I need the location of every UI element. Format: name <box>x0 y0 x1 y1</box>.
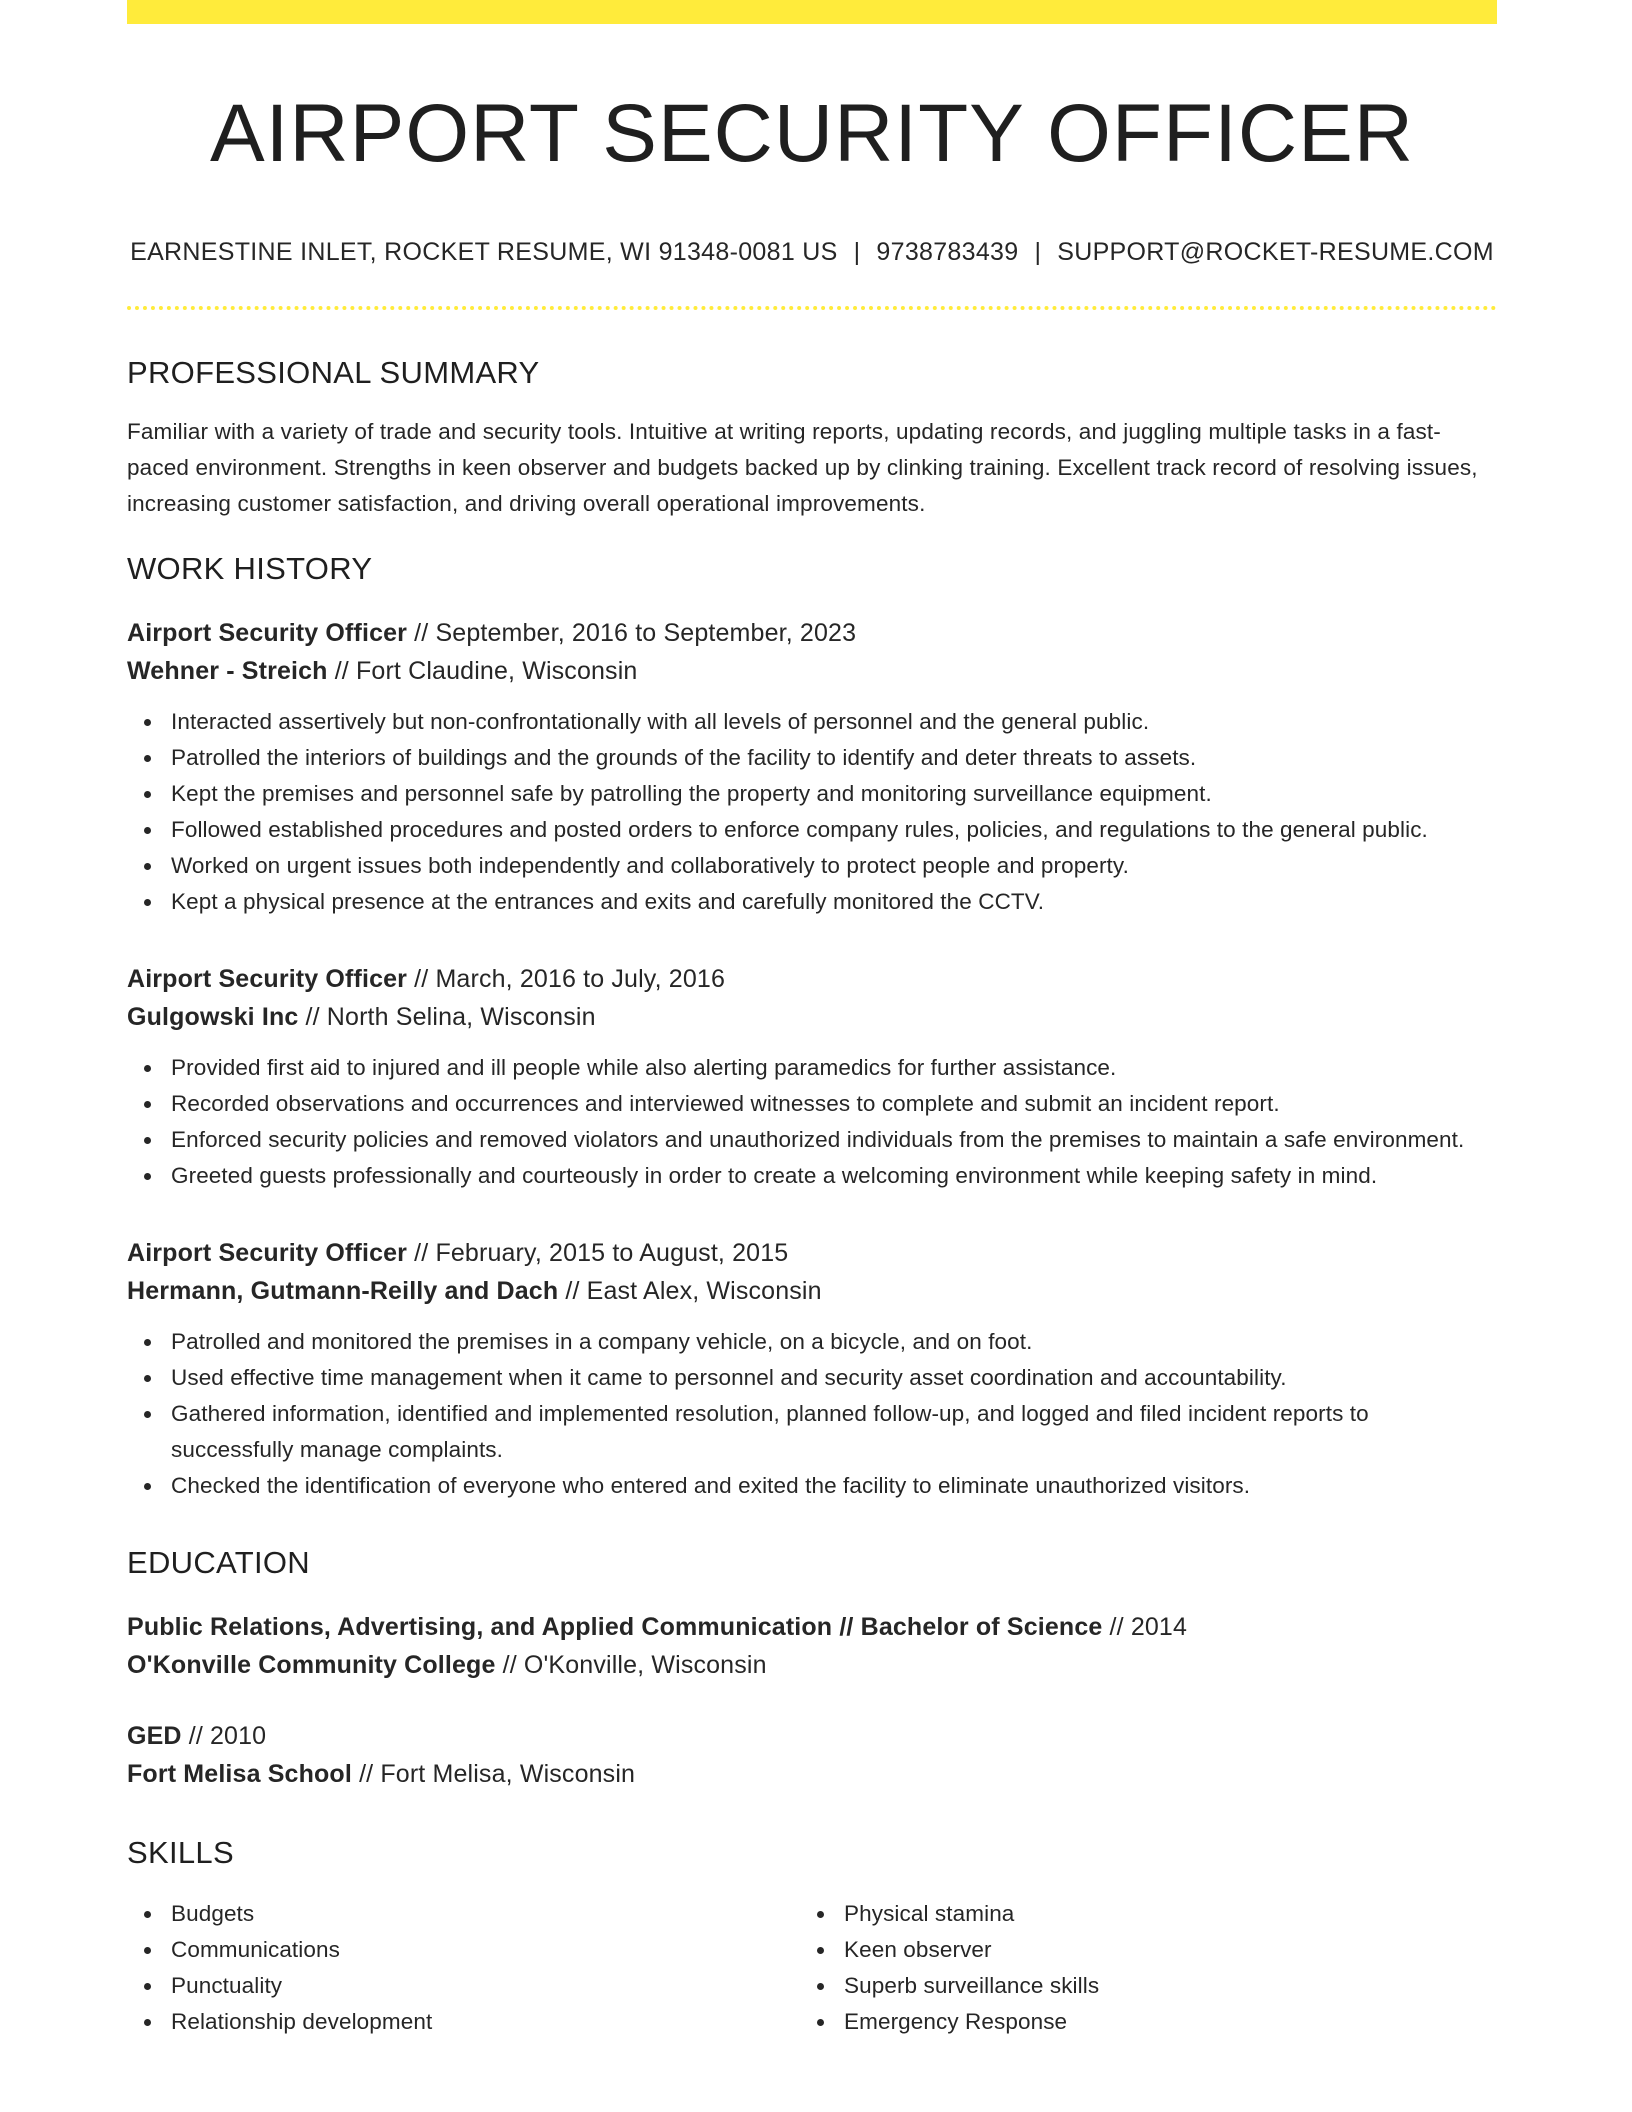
contact-address: EARNESTINE INLET, ROCKET RESUME, WI 91348-0081 US <box>130 238 838 266</box>
skill-item: Superb surveillance skills <box>800 1968 1473 2004</box>
job-dates: // March, 2016 to July, 2016 <box>407 965 726 993</box>
duty-item: Followed established procedures and posted orders to enforce company rules, policies, and regulations to the general public. <box>127 812 1497 848</box>
job-duties <box>127 1324 1497 1504</box>
skill-item: Keen observer <box>800 1932 1473 1968</box>
job-title-line <box>127 960 1497 998</box>
duty-item: Checked the identification of everyone who entered and exited the facility to eliminate unauthorized visitors. <box>127 1468 1497 1504</box>
dotted-divider <box>127 306 1497 310</box>
job-location: // Fort Claudine, Wisconsin <box>327 657 638 685</box>
job-role: Airport Security Officer <box>127 1239 408 1267</box>
contact-email: SUPPORT@ROCKET-RESUME.COM <box>1057 238 1494 266</box>
education-entry <box>127 1717 1497 1793</box>
contact-phone: 9738783439 <box>876 238 1019 266</box>
duty-item: Patrolled and monitored the premises in a company vehicle, on a bicycle, and on foot. <box>127 1324 1497 1360</box>
skill-item: Budgets <box>127 1896 800 1932</box>
contact-separator: | <box>1034 238 1042 266</box>
duty-item: Gathered information, identified and implemented resolution, planned follow-up, and logged and filed incident reports to successfully manage complaints. <box>127 1396 1497 1468</box>
work-history-list <box>127 614 1497 1504</box>
job-title-line <box>127 614 1497 652</box>
job-entry <box>127 1234 1497 1504</box>
degree-name: Public Relations, Advertising, and Applied Communication // Bachelor of Science <box>127 1613 1103 1641</box>
job-company: Hermann, Gutmann-Reilly and Dach <box>127 1277 559 1305</box>
duty-item: Provided first aid to injured and ill people while also alerting paramedics for further assistance. <box>127 1050 1497 1086</box>
job-company-line <box>127 652 1497 690</box>
skills-columns <box>127 1896 1497 2040</box>
skills-left-column <box>127 1896 800 2040</box>
duty-item: Patrolled the interiors of buildings and the grounds of the facility to identify and deter threats to assets. <box>127 740 1497 776</box>
summary-heading: PROFESSIONAL SUMMARY <box>127 355 540 390</box>
duty-item: Worked on urgent issues both independently and collaboratively to protect people and property. <box>127 848 1497 884</box>
duty-item: Interacted assertively but non-confrontationally with all levels of personnel and the general public. <box>127 704 1497 740</box>
job-company-line <box>127 1272 1497 1310</box>
job-role: Airport Security Officer <box>127 965 408 993</box>
duty-item: Kept a physical presence at the entrances and exits and carefully monitored the CCTV. <box>127 884 1497 920</box>
school-location: // Fort Melisa, Wisconsin <box>351 1760 636 1788</box>
job-dates: // September, 2016 to September, 2023 <box>407 619 857 647</box>
accent-top-bar <box>127 0 1497 24</box>
resume-title: AIRPORT SECURITY OFFICER <box>209 88 1415 179</box>
school-line <box>127 1646 1497 1684</box>
contact-separator: | <box>853 238 861 266</box>
job-location: // North Selina, Wisconsin <box>298 1003 596 1031</box>
education-entry <box>127 1608 1497 1684</box>
job-duties <box>127 704 1497 920</box>
skill-item: Physical stamina <box>800 1896 1473 1932</box>
education-heading: EDUCATION <box>127 1545 310 1580</box>
degree-year: // 2010 <box>181 1722 267 1750</box>
duty-item: Greeted guests professionally and courteously in order to create a welcoming environment while keeping safety in mind. <box>127 1158 1497 1194</box>
degree-line <box>127 1608 1497 1646</box>
school-line <box>127 1755 1497 1793</box>
skill-item: Emergency Response <box>800 2004 1473 2040</box>
degree-line <box>127 1717 1497 1755</box>
job-role: Airport Security Officer <box>127 619 408 647</box>
duty-item: Recorded observations and occurrences and interviewed witnesses to complete and submit an incident report. <box>127 1086 1497 1122</box>
work-history-heading: WORK HISTORY <box>127 551 373 586</box>
degree-year: // 2014 <box>1102 1613 1188 1641</box>
job-entry <box>127 960 1497 1194</box>
duty-item: Enforced security policies and removed violators and unauthorized individuals from the premises to maintain a safe environment. <box>127 1122 1497 1158</box>
job-company-line <box>127 998 1497 1036</box>
school-location: // O'Konville, Wisconsin <box>495 1651 767 1679</box>
job-duties <box>127 1050 1497 1194</box>
duty-item: Kept the premises and personnel safe by patrolling the property and monitoring surveillance equipment. <box>127 776 1497 812</box>
job-location: // East Alex, Wisconsin <box>558 1277 822 1305</box>
job-entry <box>127 614 1497 920</box>
job-dates: // February, 2015 to August, 2015 <box>407 1239 789 1267</box>
contact-line <box>127 236 1497 268</box>
degree-name: GED <box>127 1722 182 1750</box>
duty-item: Used effective time management when it came to personnel and security asset coordination and accountability. <box>127 1360 1497 1396</box>
school-name: O'Konville Community College <box>127 1651 496 1679</box>
job-company: Gulgowski Inc <box>127 1003 299 1031</box>
skill-item: Communications <box>127 1932 800 1968</box>
education-list <box>127 1608 1497 1793</box>
summary-text: Familiar with a variety of trade and security tools. Intuitive at writing reports, updating records, and juggling multiple tasks in a fast-paced environment. Strengths in keen observer and budgets backed up by clinking training. Excellent track record of resolving issues, increasing customer satisfaction, and driving overall operational improvements. <box>127 419 1478 516</box>
skills-heading: SKILLS <box>127 1835 234 1870</box>
resume-page <box>127 0 1497 2040</box>
job-company: Wehner - Streich <box>127 657 328 685</box>
school-name: Fort Melisa School <box>127 1760 352 1788</box>
skill-item: Punctuality <box>127 1968 800 2004</box>
job-title-line <box>127 1234 1497 1272</box>
skill-item: Relationship development <box>127 2004 800 2040</box>
skills-right-column <box>800 1896 1473 2040</box>
